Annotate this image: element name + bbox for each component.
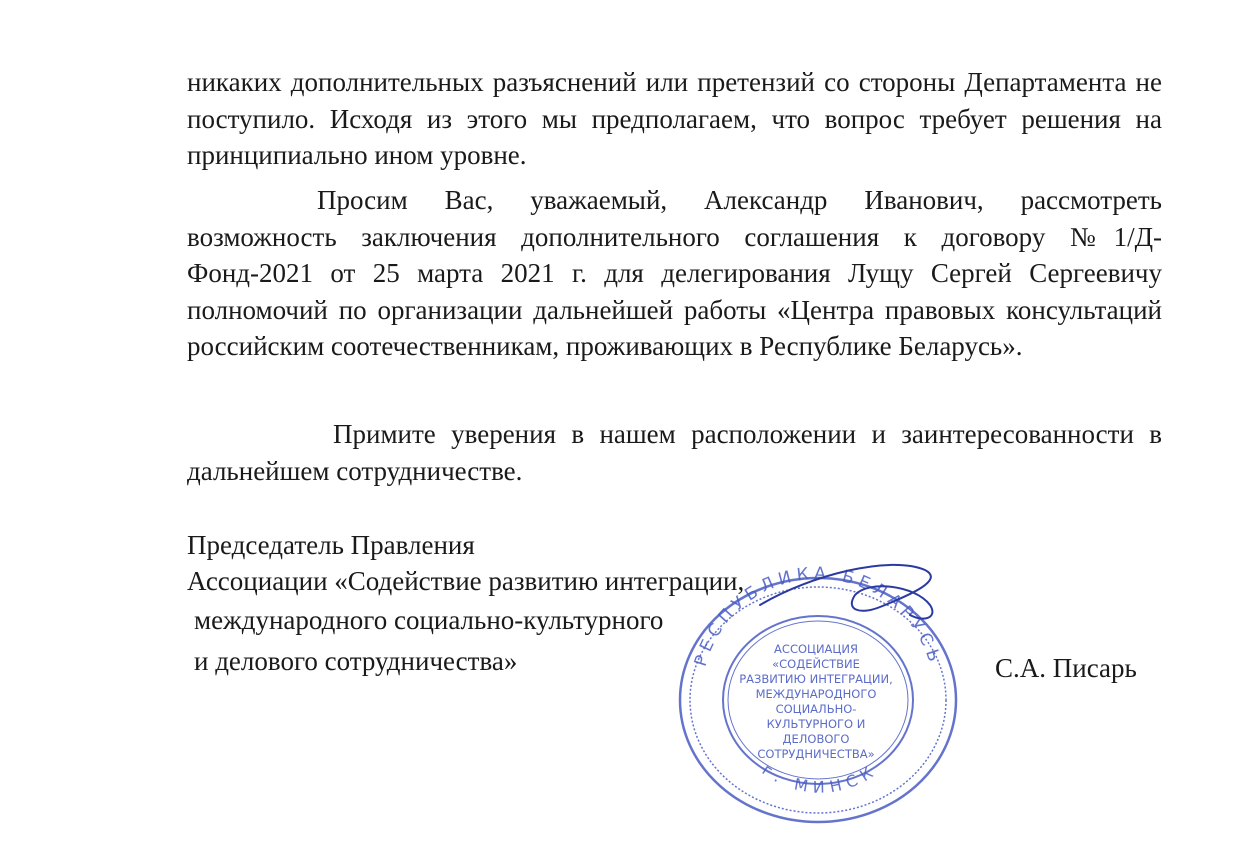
signer-position-line-2: Ассоциации «Содействие развитию интеграции,	[187, 566, 745, 596]
stamp-inner-text	[739, 642, 893, 761]
stamp-inner-line: СОТРУДНИЧЕСТВА»	[757, 747, 875, 761]
signer-position-line-1: Председатель Правления	[187, 530, 475, 560]
official-stamp	[640, 535, 1000, 835]
paragraph-continuation: никаких дополнительных разъяснений или претензий со стороны Департамента не поступило. Исходя из этого мы предполагаем, что вопрос требует решения на принципиально ином уровне.	[187, 67, 1162, 170]
paragraph-request: Просим Вас, уважаемый, Александр Иванович, рассмотреть возможность заключения дополнительного соглашения к договору №1/Д-Фонд-2021 от 25 марта 2021 г. для делегирования Лущу Сергей Сергеевичу полномочий по организации дальнейшей работы «Центра правовых консультаций российским соотечественникам, проживающих в Республике Беларусь».	[187, 185, 1162, 361]
stamp-inner-line: КУЛЬТУРНОГО И	[766, 717, 866, 731]
signer-position-line-4: и делового сотрудничества»	[194, 646, 518, 676]
stamp-outer-bottom-text: г. МИНСК	[758, 759, 882, 797]
stamp-inner-line: «СОДЕЙСТВИЕ	[772, 657, 860, 671]
stamp-inner-line: АССОЦИАЦИЯ	[774, 642, 858, 656]
stamp-inner-line: РАЗВИТИЮ ИНТЕГРАЦИИ,	[739, 672, 893, 686]
signer-name: С.А. Писарь	[995, 653, 1137, 683]
stamp-inner-line: СОЦИАЛЬНО-	[775, 702, 857, 716]
paragraph-closing: Примите уверения в нашем расположении и заинтересованности в дальнейшем сотрудничестве.	[187, 419, 1162, 486]
stamp-outer-top-text: РЕСПУБЛИКА БЕЛАРУСЬ	[690, 563, 946, 669]
stamp-inner-line: ДЕЛОВОГО	[782, 732, 850, 746]
stamp-inner-line: МЕЖДУНАРОДНОГО	[755, 687, 877, 701]
signer-position-line-3: международного социально-культурного	[194, 605, 664, 635]
svg-text:г. МИНСК	[759, 760, 882, 797]
